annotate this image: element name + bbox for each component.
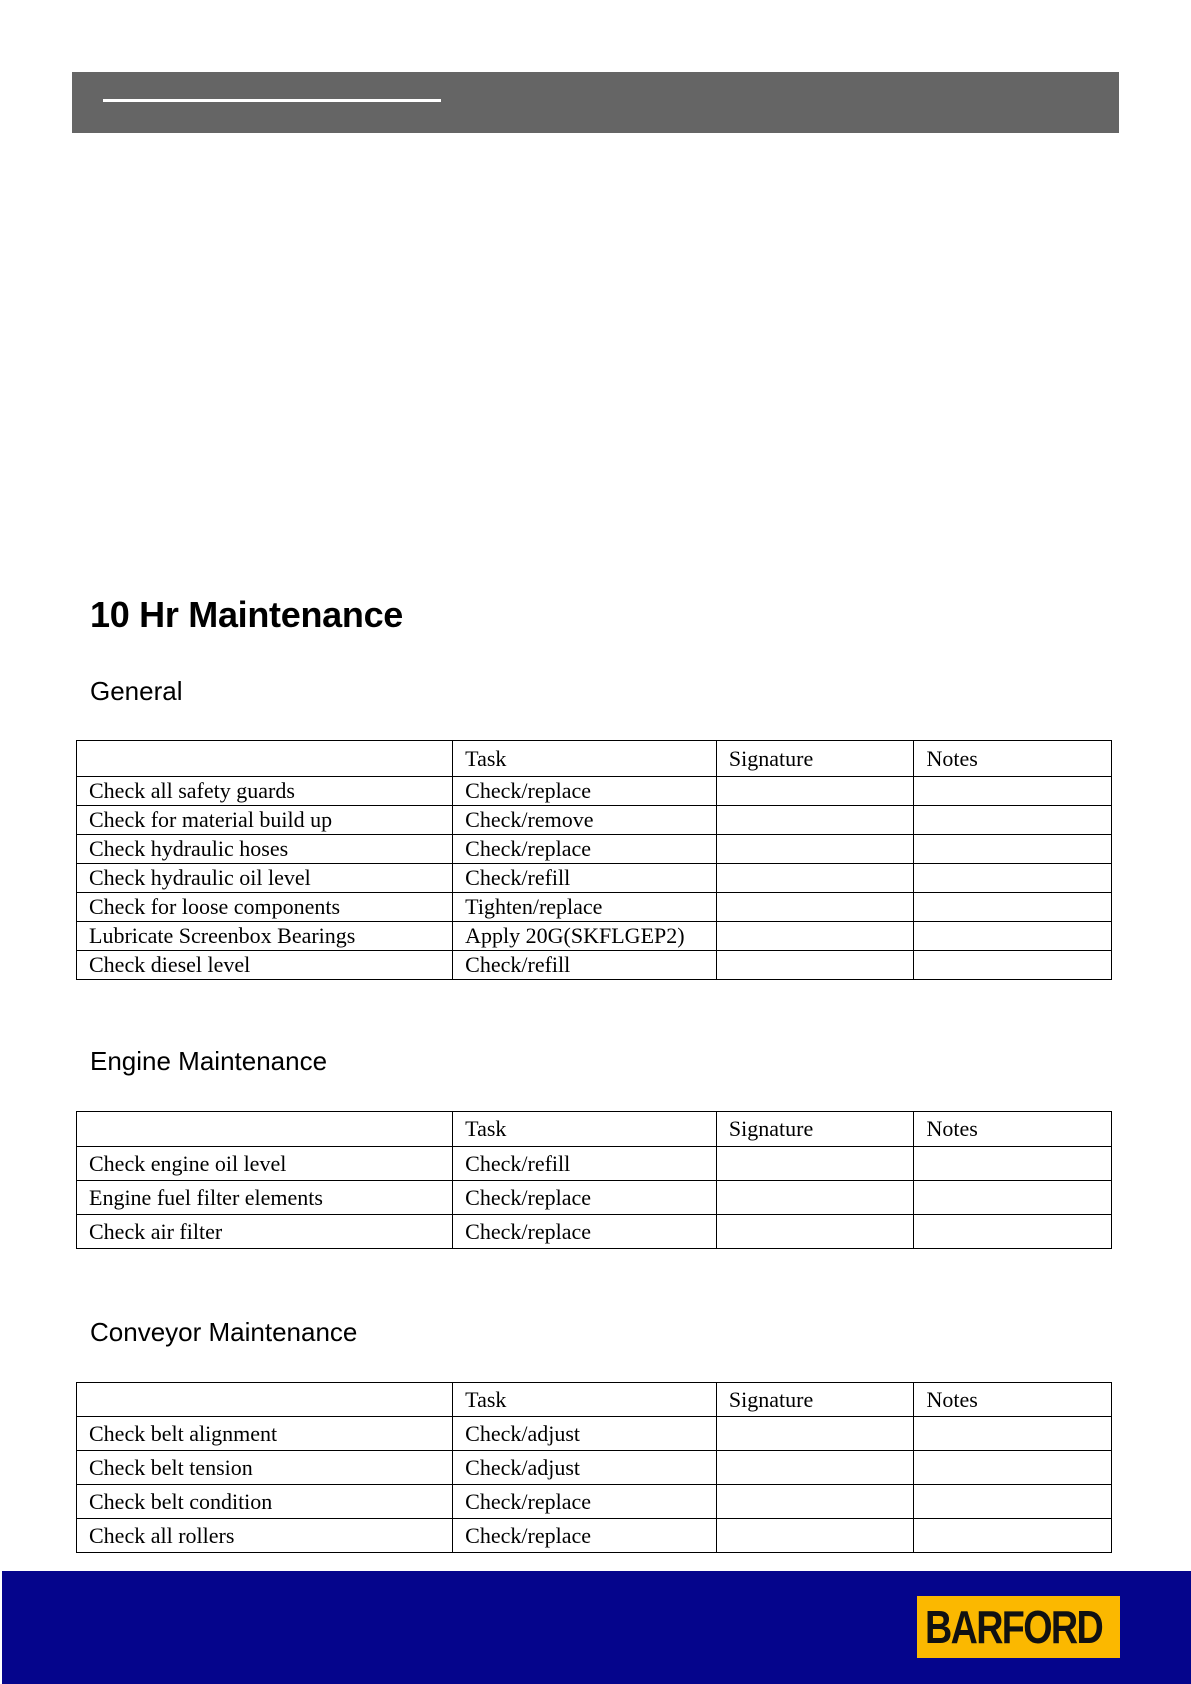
general-maintenance-table: [76, 740, 1112, 980]
task-cell: Check/refill: [453, 864, 717, 893]
item-cell: Check belt condition: [77, 1485, 453, 1519]
column-header-task: Task: [453, 1383, 717, 1417]
table-row: [77, 1417, 1112, 1451]
table-row: [77, 806, 1112, 835]
barford-logo: [917, 1596, 1120, 1658]
signature-cell[interactable]: [716, 1417, 914, 1451]
table-row: [77, 835, 1112, 864]
signature-cell[interactable]: [716, 951, 914, 980]
table-row: [77, 777, 1112, 806]
signature-cell[interactable]: [716, 1519, 914, 1553]
column-header-task: Task: [453, 741, 717, 777]
table-row: [77, 1451, 1112, 1485]
item-cell: Check all rollers: [77, 1519, 453, 1553]
item-cell: Check engine oil level: [77, 1147, 453, 1181]
table-row: [77, 893, 1112, 922]
header-bar: [72, 72, 1119, 133]
notes-cell[interactable]: [914, 922, 1112, 951]
signature-cell[interactable]: [716, 922, 914, 951]
table-row: [77, 1215, 1112, 1249]
notes-cell[interactable]: [914, 864, 1112, 893]
task-cell: Check/replace: [453, 1215, 717, 1249]
item-cell: Check belt alignment: [77, 1417, 453, 1451]
task-cell: Check/replace: [453, 777, 717, 806]
task-cell: Check/replace: [453, 1485, 717, 1519]
task-cell: Check/adjust: [453, 1451, 717, 1485]
section-heading-conveyor: Conveyor Maintenance: [90, 1317, 358, 1347]
table-row: [77, 1519, 1112, 1553]
task-cell: Check/refill: [453, 951, 717, 980]
table-row: [77, 951, 1112, 980]
notes-cell[interactable]: [914, 777, 1112, 806]
task-cell: Check/replace: [453, 1519, 717, 1553]
task-cell: Check/refill: [453, 1147, 717, 1181]
column-header-notes: Notes: [914, 1383, 1112, 1417]
table-row: [77, 1147, 1112, 1181]
notes-cell[interactable]: [914, 1147, 1112, 1181]
item-cell: Check all safety guards: [77, 777, 453, 806]
column-header-signature: Signature: [716, 741, 914, 777]
notes-cell[interactable]: [914, 835, 1112, 864]
section-heading-engine: Engine Maintenance: [90, 1046, 328, 1076]
signature-cell[interactable]: [716, 835, 914, 864]
task-cell: Check/adjust: [453, 1417, 717, 1451]
notes-cell[interactable]: [914, 1215, 1112, 1249]
column-header-signature: Signature: [716, 1383, 914, 1417]
item-cell: Lubricate Screenbox Bearings: [77, 922, 453, 951]
signature-cell[interactable]: [716, 806, 914, 835]
signature-cell[interactable]: [716, 1451, 914, 1485]
signature-cell[interactable]: [716, 864, 914, 893]
task-cell: Tighten/replace: [453, 893, 717, 922]
notes-cell[interactable]: [914, 1181, 1112, 1215]
conveyor-maintenance-table: [76, 1382, 1112, 1553]
notes-cell[interactable]: [914, 951, 1112, 980]
column-header-signature: Signature: [716, 1112, 914, 1147]
column-header-notes: Notes: [914, 741, 1112, 777]
item-cell: Check air filter: [77, 1215, 453, 1249]
notes-cell[interactable]: [914, 1417, 1112, 1451]
engine-maintenance-table: [76, 1111, 1112, 1249]
section-heading-general: General: [90, 676, 183, 706]
signature-cell[interactable]: [716, 1215, 914, 1249]
table-row: [77, 1485, 1112, 1519]
notes-cell[interactable]: [914, 806, 1112, 835]
item-cell: Check belt tension: [77, 1451, 453, 1485]
item-cell: Check hydraulic oil level: [77, 864, 453, 893]
notes-cell[interactable]: [914, 1451, 1112, 1485]
logo-text: BARFORD: [925, 1601, 1103, 1653]
column-header-item: [77, 1383, 453, 1417]
table-header-row: [77, 1112, 1112, 1147]
task-cell: Check/replace: [453, 835, 717, 864]
signature-cell[interactable]: [716, 893, 914, 922]
task-cell: Check/remove: [453, 806, 717, 835]
item-cell: Check diesel level: [77, 951, 453, 980]
task-cell: Apply 20G(SKFLGEP2): [453, 922, 717, 951]
table-header-row: [77, 1383, 1112, 1417]
item-cell: Check for material build up: [77, 806, 453, 835]
item-cell: Check hydraulic hoses: [77, 835, 453, 864]
notes-cell[interactable]: [914, 1485, 1112, 1519]
signature-cell[interactable]: [716, 1147, 914, 1181]
column-header-item: [77, 741, 453, 777]
column-header-item: [77, 1112, 453, 1147]
signature-cell[interactable]: [716, 1485, 914, 1519]
signature-cell[interactable]: [716, 777, 914, 806]
item-cell: Check for loose components: [77, 893, 453, 922]
column-header-task: Task: [453, 1112, 717, 1147]
table-header-row: [77, 741, 1112, 777]
table-row: [77, 864, 1112, 893]
column-header-notes: Notes: [914, 1112, 1112, 1147]
header-rule: [103, 99, 441, 102]
table-row: [77, 922, 1112, 951]
page-title: 10 Hr Maintenance: [90, 594, 404, 635]
notes-cell[interactable]: [914, 893, 1112, 922]
notes-cell[interactable]: [914, 1519, 1112, 1553]
signature-cell[interactable]: [716, 1181, 914, 1215]
table-row: [77, 1181, 1112, 1215]
task-cell: Check/replace: [453, 1181, 717, 1215]
item-cell: Engine fuel filter elements: [77, 1181, 453, 1215]
